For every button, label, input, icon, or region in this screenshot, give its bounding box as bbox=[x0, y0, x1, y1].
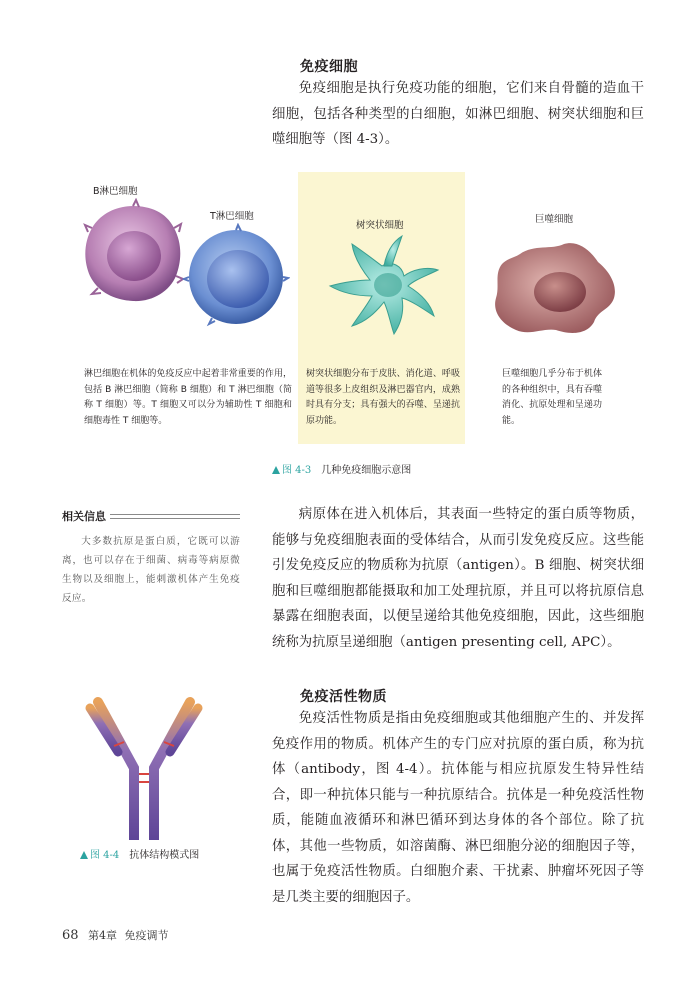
page-footer bbox=[62, 927, 169, 943]
macrophage-illustration bbox=[490, 240, 620, 340]
sidebar-text: 大多数抗原是蛋白质，它既可以游离，也可以存在于细菌、病毒等病原微生物以及细胞上，能刺激机体产生免疫反应。 bbox=[62, 536, 240, 604]
sidebar-title: 相关信息 bbox=[62, 510, 106, 523]
section-heading-immune-cells: 免疫细胞 bbox=[300, 59, 358, 75]
paragraph-immune-active-substances: 免疫活性物质是指由免疫细胞或其他细胞产生的、并发挥免疫作用的物质。机体产生的专门应对抗原的蛋白质，称为抗体（antibody，图 4-4）。抗体能与相应抗原发生特异性结合，即一种抗体只能与一种抗原结合。抗体是一种免疫活性物质，能随血液循环和淋巴循环到达身体的各个部位。除了抗体，其他一些物质，如溶菌酶、淋巴细胞分泌的细胞因子等，也属于免疫活性物质。白细胞介素、干扰素、肿瘤坏死因子等是几类主要的细胞因子。 bbox=[272, 711, 644, 905]
chapter-title: 免疫调节 bbox=[124, 929, 169, 942]
caption-triangle-icon bbox=[272, 466, 280, 474]
figure-4-3-caption bbox=[272, 461, 411, 476]
b-cell-illustration bbox=[78, 198, 188, 308]
section-heading-immune-active-substances: 免疫活性物质 bbox=[300, 689, 387, 705]
label-b-cell: B淋巴细胞 bbox=[93, 186, 138, 197]
sidebar-divider bbox=[110, 514, 240, 519]
label-macrophage: 巨噬细胞 bbox=[535, 214, 574, 225]
paragraph-immune-cells: 免疫细胞是执行免疫功能的细胞，它们来自骨髓的造血干细胞，包括各种类型的白细胞，如淋巴细胞、树突状细胞和巨噬细胞等（图 4-3）。 bbox=[272, 81, 644, 147]
figure-title: 抗体结构模式图 bbox=[129, 850, 200, 861]
page-number: 68 bbox=[62, 928, 79, 943]
caption-triangle-icon bbox=[80, 851, 88, 859]
label-t-cell: T淋巴细胞 bbox=[210, 211, 254, 222]
sidebar-related-info bbox=[62, 508, 240, 608]
figure-4-3 bbox=[0, 0, 700, 476]
antibody-structure-illustration bbox=[78, 690, 218, 840]
paragraph-antigen: 病原体在进入机体后，其表面一些特定的蛋白质等物质，能够与免疫细胞表面的受体结合，从而引发免疫反应。这些能引发免疫反应的物质称为抗原（antigen）。B 细胞、树突状细胞和巨噬细胞都能摄取和加工处理抗原，并且可以将抗原信息暴露在细胞表面，以便呈递给其他免疫细胞，因此，这些细胞统称为抗原呈递细胞（antigen presenting cell, APC）。 bbox=[272, 507, 644, 650]
caption-dendritic-cell: 树突状细胞分布于皮肤、消化道、呼吸道等很多上皮组织及淋巴器官内，成熟时具有分支；具有强大的吞噬、呈递抗原功能。 bbox=[306, 369, 460, 426]
figure-number: 图 4-3 bbox=[282, 465, 312, 476]
figure-number: 图 4-4 bbox=[90, 850, 120, 861]
chapter-number: 第4章 bbox=[88, 929, 118, 942]
label-dendritic-cell: 树突状细胞 bbox=[356, 220, 404, 231]
figure-4-4-caption bbox=[80, 846, 199, 861]
figure-title: 几种免疫细胞示意图 bbox=[321, 465, 412, 476]
t-cell-illustration bbox=[182, 223, 290, 331]
caption-lymphocyte: 淋巴细胞在机体的免疫反应中起着非常重要的作用，包括 B 淋巴细胞（简称 B 细胞）和 T 淋巴细胞（简称 T 细胞）等。T 细胞又可以分为辅助性 T 细胞和细胞毒性 T 细胞等。 bbox=[84, 369, 292, 426]
dendritic-cell-illustration bbox=[322, 230, 446, 340]
caption-macrophage: 巨噬细胞几乎分布于机体的各种组织中，具有吞噬消化、抗原处理和呈递功能。 bbox=[502, 369, 602, 426]
